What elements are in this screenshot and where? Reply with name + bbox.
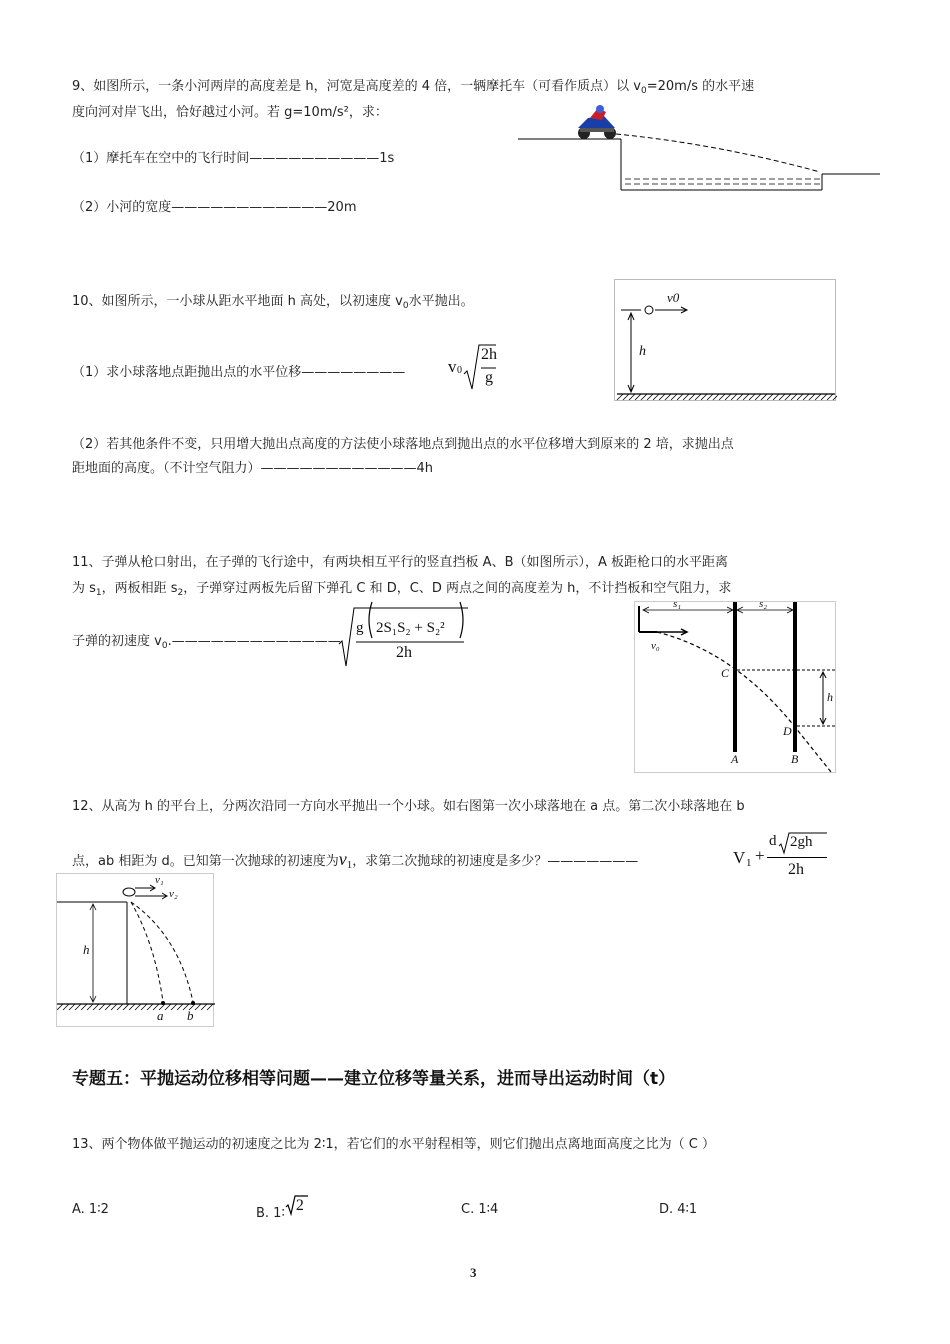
q10-line1: 10、如图所示，一小球从距水平地面 h 高处，以初速度 $v_0$水平抛出。: [72, 294, 474, 311]
ground-hatch: [701, 394, 707, 400]
ground-hatch: [773, 394, 779, 400]
ground-hatch: [707, 394, 713, 400]
ground-hatch: [749, 394, 755, 400]
ground-hatch: [821, 394, 827, 400]
ground-hatch: [63, 1004, 69, 1010]
motorcycle-icon: [578, 105, 616, 139]
ground-hatch: [815, 394, 821, 400]
ground-hatch: [81, 1004, 87, 1010]
ground-hatch: [635, 394, 641, 400]
q10-part1: （1）求小球落地点距抛出点的水平位移————————: [72, 365, 406, 380]
ground-hatch: [719, 394, 725, 400]
ground-hatch: [87, 1004, 93, 1010]
q12-answer-formula: V 1 + d 2gh 2h: [733, 830, 833, 886]
q11-answer-formula: g 2S₁S₂ + S₂² 2h: [338, 598, 470, 670]
q10-part2-line1: （2）若其他条件不变，只用增大抛出点高度的方法使小球落地点到抛出点的水平位移增大到原来的 2 培，求抛出点: [72, 437, 734, 452]
ground-hatch: [617, 394, 623, 400]
ground-hatch: [761, 394, 767, 400]
ground-hatch: [785, 394, 791, 400]
ground-hatch: [665, 394, 671, 400]
ground-hatch: [207, 1004, 213, 1010]
ground-hatch: [69, 1004, 75, 1010]
q9-line2: 度向河对岸飞出，恰好越过小河。若 g=10m/s²，求：: [72, 105, 388, 120]
ground-hatch: [737, 394, 743, 400]
ground-hatch: [75, 1004, 81, 1010]
ground-hatch: [623, 394, 629, 400]
ground-hatch: [201, 1004, 207, 1010]
q9-river-figure: [518, 104, 882, 198]
ground-hatch: [779, 394, 785, 400]
q10-answer-formula: v 0 2h g: [448, 343, 518, 393]
ground-hatch: [99, 1004, 105, 1010]
q11-line2: 为 $s_1$，两板相距 $s_2$，子弹穿过两板先后留下弹孔 C 和 D，C、D 两点之间的高度差为 h，不计挡板和空气阻力，求: [72, 581, 732, 598]
ground-hatch: [659, 394, 665, 400]
ground-hatch: [689, 394, 695, 400]
ground-hatch: [165, 1004, 171, 1010]
ground-hatch: [677, 394, 683, 400]
page-number: 3: [470, 1265, 477, 1280]
q10-part2-line2: 距地面的高度。（不计空气阻力）————————————4h: [72, 461, 434, 476]
ground-hatch: [791, 394, 797, 400]
q13-option-a: A. 1∶2: [72, 1202, 109, 1217]
q9-line1: 9、如图所示，一条小河两岸的高度差是 h，河宽是高度差的 4 倍，一辆摩托车（可看作质点）以 $v_0=20m/s$ 的水平速: [72, 79, 755, 96]
ground-hatch: [195, 1004, 201, 1010]
ground-hatch: [755, 394, 761, 400]
q9-part1: （1）摩托车在空中的飞行时间——————————1s: [72, 151, 395, 166]
ground-hatch: [135, 1004, 141, 1010]
ground-hatch: [171, 1004, 177, 1010]
q12-line2: 点，ab 相距为 d。已知第一次抛球的初速度为$v_1$，求第二次抛球的初速度是多少？———————: [72, 849, 639, 871]
ground-hatch: [797, 394, 803, 400]
ground-hatch: [123, 1004, 129, 1010]
ground-hatch: [731, 394, 737, 400]
ground-hatch: [629, 394, 635, 400]
ground-hatch: [129, 1004, 135, 1010]
q13-line1: 13、两个物体做平抛运动的初速度之比为 2∶1，若它们的水平射程相等，则它们抛出点离地面高度之比为（ C ）: [72, 1137, 715, 1152]
q12-figure: v₁ v₂ h a b: [56, 873, 214, 1027]
ground-hatch: [117, 1004, 123, 1010]
q12-line1: 12、从高为 h 的平台上，分两次沿同一方向水平抛出一个小球。如右图第一次小球落地在 a 点。第二次小球落地在 b: [72, 799, 745, 814]
ground-hatch: [803, 394, 809, 400]
ground-hatch: [141, 1004, 147, 1010]
ground-hatch: [177, 1004, 183, 1010]
ground-hatch: [683, 394, 689, 400]
ground-hatch: [743, 394, 749, 400]
ground-hatch: [725, 394, 731, 400]
q9-part2: （2）小河的宽度————————————20m: [72, 200, 357, 215]
ground-hatch: [827, 394, 833, 400]
ground-hatch: [641, 394, 647, 400]
ground-hatch: [93, 1004, 99, 1010]
ground-hatch: [695, 394, 701, 400]
q13-option-d: D. 4∶1: [659, 1202, 698, 1217]
ground-hatch: [647, 394, 653, 400]
q11-line1: 11、子弹从枪口射出，在子弹的飞行途中，有两块相互平行的竖直挡板 A、B（如图所示），A 板距枪口的水平距离: [72, 555, 729, 570]
ground-hatch: [767, 394, 773, 400]
ground-hatch: [147, 1004, 153, 1010]
section-heading: 专题五：平抛运动位移相等问题——建立位移等量关系，进而导出运动时间（t）: [72, 1069, 676, 1089]
ground-hatch: [653, 394, 659, 400]
ground-hatch: [713, 394, 719, 400]
q13-option-c: C. 1∶4: [461, 1202, 499, 1217]
ground-hatch: [105, 1004, 111, 1010]
ground-hatch: [809, 394, 815, 400]
ground-hatch: [833, 394, 837, 400]
q10-figure: v0 h: [614, 279, 836, 401]
q11-line3: 子弹的初速度 $v_0.—————————————$: [72, 634, 341, 651]
ground-hatch: [57, 1004, 63, 1010]
ground-hatch: [111, 1004, 117, 1010]
q11-figure: s₁ s₂ v₀ C D h A B: [634, 601, 836, 773]
q13-option-b: B. 1∶ 2: [256, 1201, 309, 1223]
ground-hatch: [671, 394, 677, 400]
